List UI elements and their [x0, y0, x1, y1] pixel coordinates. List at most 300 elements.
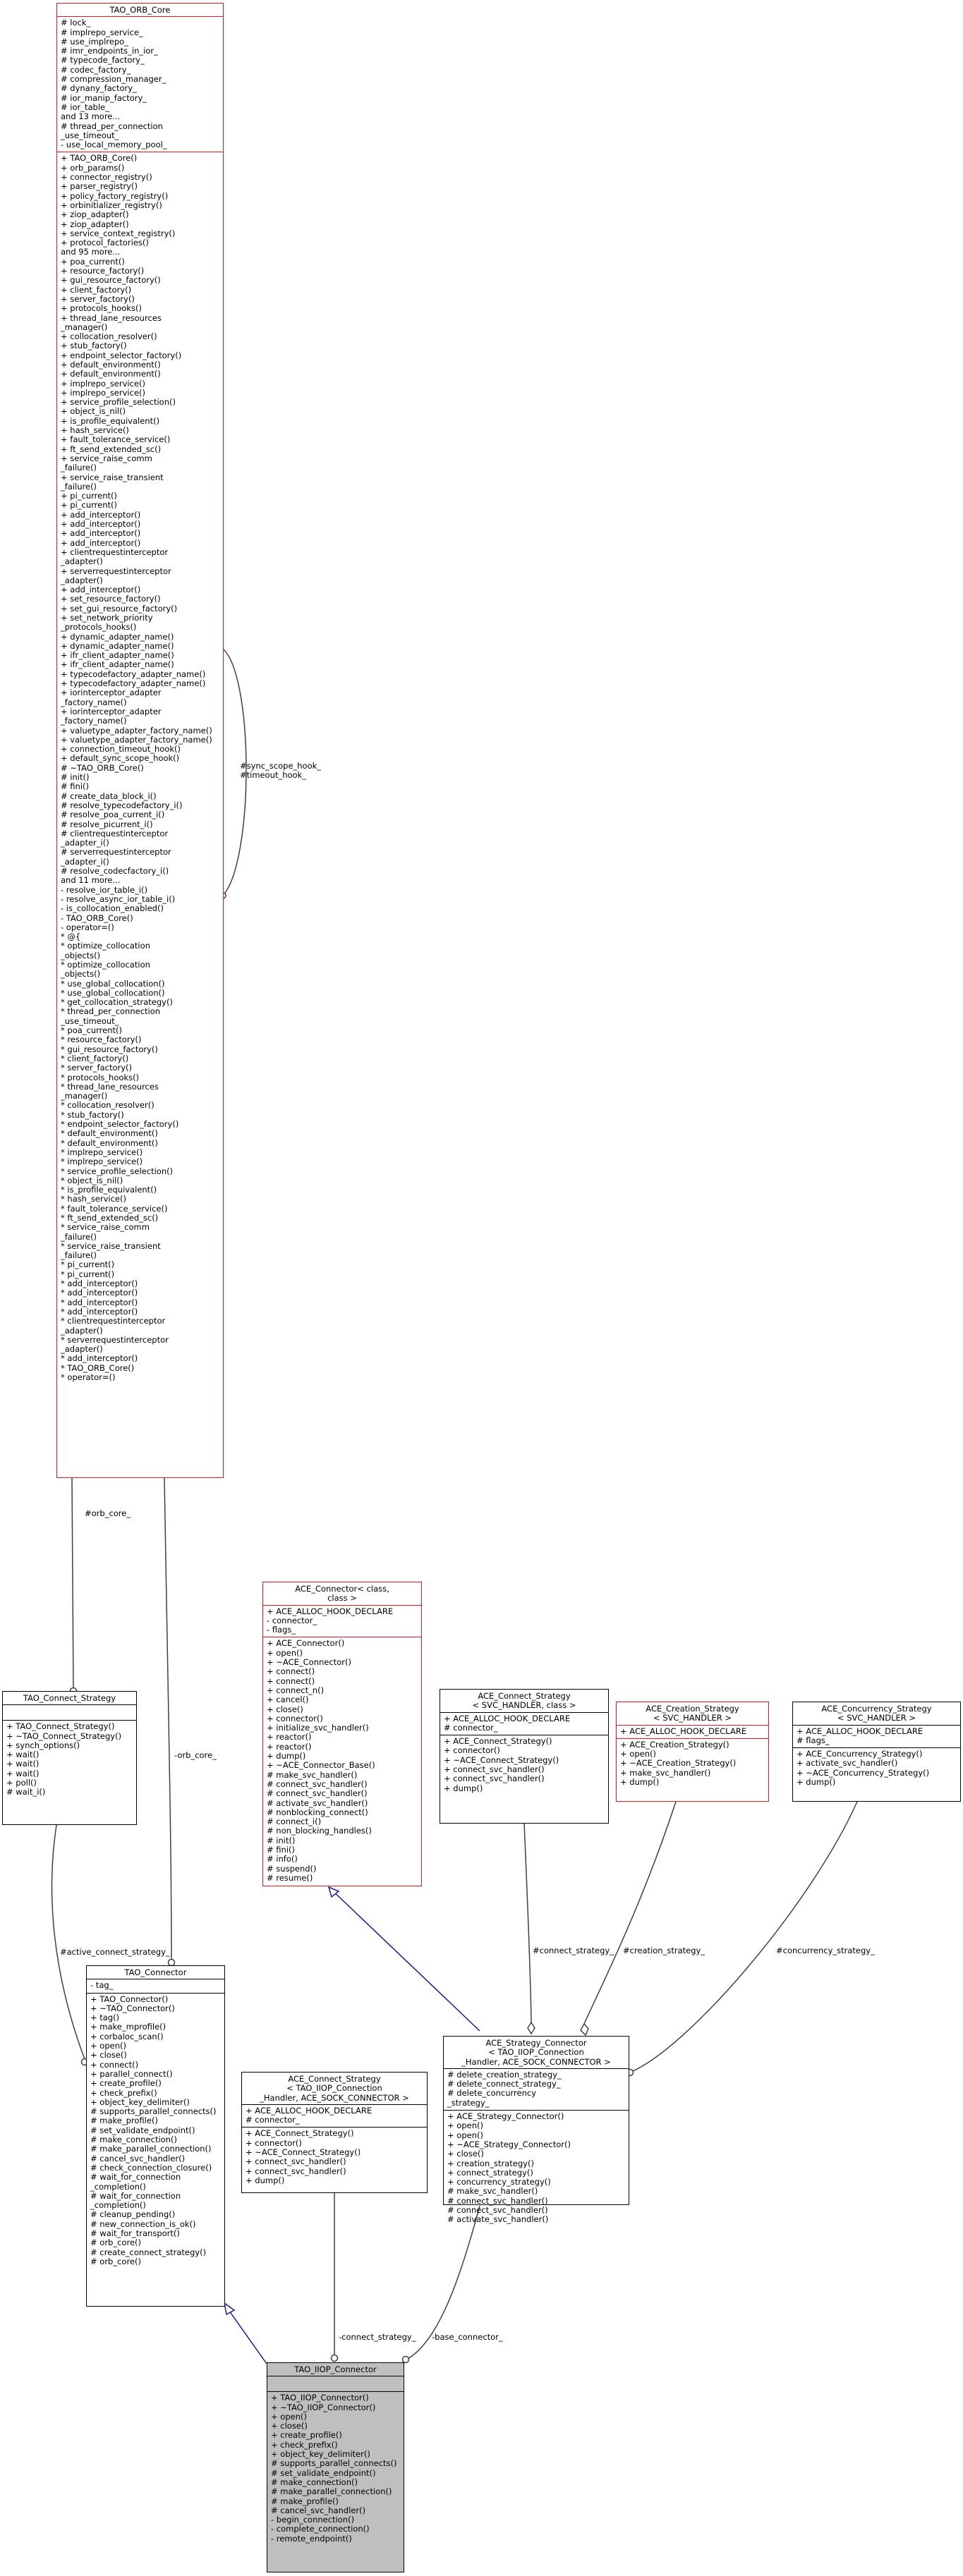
- class-member: # cancel_svc_handler(): [271, 2505, 366, 2515]
- class-member: # ~TAO_ORB_Core(): [61, 762, 144, 773]
- class-member: + ziop_adapter(): [61, 209, 129, 220]
- methods-section: [57, 152, 223, 1384]
- class-member: + thread_lane_resources _manager(): [61, 312, 162, 332]
- class-member: + open(): [447, 2130, 483, 2140]
- class-member: * use_global_collocation(): [61, 987, 165, 998]
- attributes-section: [267, 2376, 404, 2391]
- attributes-section: [444, 2068, 629, 2110]
- class-member: # set_validate_endpoint(): [90, 2125, 195, 2135]
- class-member: # nonblocking_connect(): [267, 1807, 368, 1817]
- class-member: + protocol_factories(): [61, 238, 149, 248]
- class-member: + ~ACE_Connect_Strategy(): [444, 1754, 559, 1765]
- class-member: + check_prefix(): [90, 2087, 157, 2098]
- class-member: * implrepo_service(): [61, 1156, 143, 1167]
- class-member: # check_connection_closure(): [90, 2162, 212, 2173]
- class-member: + orb_params(): [61, 162, 125, 173]
- edge-ace-connector-inheritance: [329, 1887, 480, 2031]
- class-member: + ifr_client_adapter_name(): [61, 659, 174, 670]
- class-member: + parser_registry(): [61, 181, 138, 192]
- class-member: + object_key_delimiter(): [271, 2449, 370, 2460]
- class-member: # connect_svc_handler(): [267, 1778, 368, 1789]
- class-member: + make_mprofile(): [90, 2022, 166, 2032]
- class-member: # fini(): [267, 1845, 295, 1855]
- class-member: # info(): [267, 1854, 298, 1864]
- class-member: + implrepo_service(): [61, 387, 145, 398]
- class-member: + close(): [90, 2050, 127, 2061]
- class-member: + ~ACE_Strategy_Connector(): [447, 2139, 571, 2149]
- class-member: + dynamic_adapter_name(): [61, 640, 174, 651]
- class-member: + dump(): [444, 1783, 483, 1793]
- class-member: + endpoint_selector_factory(): [61, 350, 182, 360]
- edge-label-creation-strategy: #creation_strategy_: [623, 1946, 705, 1955]
- class-member: # orb_core(): [90, 2256, 141, 2266]
- class-member: # connector_: [444, 1722, 498, 1733]
- class-title: TAO_Connect_Strategy: [23, 1693, 116, 1703]
- class-member: * serverrequestinterceptor _adapter(): [61, 1334, 169, 1355]
- edge-label-base-connector: -base_connector_: [432, 2332, 503, 2342]
- class-member: # typecode_factory_: [61, 55, 145, 66]
- class-member: + service_raise_transient _failure(): [61, 472, 164, 492]
- class-member: - tag_: [90, 1980, 114, 1991]
- class-member: * TAO_ORB_Core(): [61, 1362, 135, 1373]
- class-member: + check_prefix(): [271, 2439, 338, 2450]
- class-member: + poll(): [6, 1778, 37, 1788]
- class-member: - use_local_memory_pool_: [61, 140, 167, 150]
- class-member: - complete_connection(): [271, 2524, 370, 2534]
- class-member: * object_is_nil(): [61, 1175, 123, 1185]
- class-member: # delete_concurrency _strategy_: [447, 2088, 537, 2108]
- class-member: * thread_lane_resources _manager(): [61, 1081, 159, 1101]
- class-member: + connector(): [246, 2137, 302, 2148]
- class-member: # activate_svc_handler(): [447, 2214, 549, 2225]
- class-member: + hash_service(): [61, 425, 129, 436]
- class-member: + ~ACE_Connect_Strategy(): [246, 2147, 361, 2158]
- class-member: + close(): [267, 1704, 303, 1714]
- class-member: * protocols_hooks(): [61, 1072, 140, 1082]
- class-member: * endpoint_selector_factory(): [61, 1119, 179, 1130]
- class-member: + iorinterceptor_adapter _factory_name(): [61, 688, 162, 707]
- class-member: * optimize_collocation _objects(): [61, 959, 150, 979]
- class-member: + client_factory(): [61, 284, 132, 295]
- class-member: + ~ACE_Creation_Strategy(): [620, 1758, 737, 1769]
- class-member: - is_collocation_enabled(): [61, 903, 164, 914]
- class-member: # supports_parallel_connects(): [271, 2458, 397, 2469]
- class-member: + create_profile(): [90, 2078, 162, 2089]
- class-member: + object_key_delimiter(): [90, 2096, 190, 2107]
- class-member: * pi_current(): [61, 1259, 115, 1270]
- class-member: + open(): [267, 1647, 303, 1658]
- class-member: # dynany_factory_: [61, 83, 137, 94]
- class-member: + pi_current(): [61, 491, 117, 501]
- class-member: + connect(): [90, 2059, 139, 2070]
- class-member: # make_svc_handler(): [267, 1769, 358, 1780]
- class-member: # cleanup_pending(): [90, 2209, 176, 2220]
- class-member: # create_connect_strategy(): [90, 2247, 207, 2257]
- class-member: # wait_for_connection _completion(): [90, 2172, 181, 2192]
- class-member: + connector(): [267, 1713, 323, 1723]
- class-member: + connect_n(): [267, 1685, 325, 1695]
- class-member: * add_interceptor(): [61, 1353, 138, 1364]
- class-member: + set_gui_resource_factory(): [61, 603, 178, 614]
- class-member: * poa_current(): [61, 1025, 122, 1036]
- class-member: # create_data_block_i(): [61, 790, 157, 801]
- attributes-section: [617, 1725, 768, 1738]
- class-member: # use_implrepo_: [61, 36, 128, 47]
- class-member: * default_environment(): [61, 1137, 158, 1148]
- class-member: + reactor(): [267, 1741, 312, 1752]
- class-member: + tag(): [90, 2013, 120, 2023]
- attributes-section: [3, 1704, 136, 1720]
- class-member: # init(): [61, 772, 90, 783]
- class-member: + ~TAO_Connector(): [90, 2003, 175, 2013]
- class-member: # make_svc_handler(): [447, 2186, 538, 2197]
- class-member: + dynamic_adapter_name(): [61, 631, 174, 642]
- class-member: # wait_for_connection _completion(): [90, 2190, 181, 2211]
- methods-section: [793, 1747, 960, 1789]
- methods-section: [87, 1993, 224, 2269]
- class-title: ACE_Concurrency_Strategy < SVC_HANDLER >: [821, 1704, 932, 1723]
- class-member: and 95 more...: [61, 247, 121, 257]
- class-member: + close(): [271, 2421, 308, 2431]
- class-title: ACE_Connector< class, class >: [295, 1584, 389, 1604]
- class-member: + ft_send_extended_sc(): [61, 444, 162, 454]
- class-member: + parallel_connect(): [90, 2068, 173, 2079]
- methods-section: [617, 1738, 768, 1789]
- class-member: # imr_endpoints_in_ior_: [61, 46, 158, 56]
- class-member: + iorinterceptor_adapter _factory_name(): [61, 706, 162, 726]
- class-member: # non_blocking_handles(): [267, 1826, 372, 1836]
- class-member: + default_sync_scope_hook(): [61, 753, 180, 764]
- class-member: + connect_svc_handler(): [246, 2156, 346, 2167]
- class-member: + connect_svc_handler(): [444, 1774, 545, 1784]
- class-member: + add_interceptor(): [61, 537, 141, 548]
- class-member: * optimize_collocation _objects(): [61, 941, 150, 960]
- class-member: + valuetype_adapter_factory_name(): [61, 734, 212, 745]
- class-tao-connect-strategy[interactable]: [2, 1691, 137, 1825]
- class-member: + dump(): [246, 2175, 285, 2185]
- class-member: * clientrequestinterceptor _adapter(): [61, 1316, 166, 1336]
- class-member: + ~ACE_Connector_Base(): [267, 1760, 375, 1771]
- class-member: + ziop_adapter(): [61, 219, 129, 229]
- class-member: # compression_manager_: [61, 74, 166, 85]
- class-ace-strategy-connector[interactable]: [443, 2036, 629, 2225]
- class-member: # codec_factory_: [61, 64, 131, 75]
- edge-label-connect-strategy-private: -connect_strategy_: [339, 2332, 416, 2342]
- class-title: ACE_Connect_Strategy < TAO_IIOP_Connection _Handler, ACE_SOCK_CONNECTOR >: [260, 2074, 409, 2103]
- class-member: # resolve_codecfactory_i(): [61, 866, 169, 877]
- class-member: + add_interceptor(): [61, 528, 141, 539]
- edge-label-sync-scope: #sync_scope_hook_ #timeout_hook_: [240, 761, 322, 780]
- class-member: # wait_i(): [6, 1787, 46, 1797]
- class-member: + add_interceptor(): [61, 509, 141, 520]
- class-member: * use_global_collocation(): [61, 978, 165, 989]
- class-member: + service_context_registry(): [61, 228, 176, 238]
- class-member: # thread_per_connection _use_timeout_: [61, 121, 163, 140]
- class-member: + open(): [620, 1749, 656, 1759]
- class-member: # lock_: [61, 18, 91, 28]
- class-member: + ACE_ALLOC_HOOK_DECLARE: [444, 1713, 571, 1723]
- edge-label-connect-strategy: #connect_strategy_: [533, 1946, 614, 1955]
- class-member: + orbinitializer_registry(): [61, 200, 162, 210]
- class-member: # resolve_picurrent_i(): [61, 819, 153, 829]
- class-member: * thread_per_connection _use_timeout_: [61, 1006, 161, 1026]
- class-member: # resolve_poa_current_i(): [61, 810, 165, 820]
- class-member: + cancel(): [267, 1695, 309, 1705]
- class-member: + ACE_Strategy_Connector(): [447, 2111, 564, 2122]
- class-member: + dump(): [620, 1777, 660, 1788]
- edge-orb-core-tao-connector: [164, 1478, 171, 1959]
- class-member: - operator=(): [61, 922, 114, 932]
- class-member: * service_profile_selection(): [61, 1166, 174, 1176]
- class-member: * pi_current(): [61, 1269, 115, 1279]
- class-member: + corbaloc_scan(): [90, 2031, 164, 2041]
- class-ace-connect-strategy[interactable]: [440, 1689, 609, 1824]
- class-member: + poa_current(): [61, 256, 125, 267]
- class-member: + ACE_ALLOC_HOOK_DECLARE: [620, 1726, 747, 1736]
- class-member: + activate_svc_handler(): [797, 1758, 898, 1769]
- class-member: # connect_svc_handler(): [267, 1788, 368, 1799]
- class-member: * resource_factory(): [61, 1034, 142, 1045]
- class-member: # clientrequestinterceptor _adapter_i(): [61, 828, 169, 848]
- class-member: # make_connection(): [90, 2135, 177, 2145]
- class-member: + ACE_Connector(): [267, 1638, 345, 1649]
- class-member: - resolve_ior_table_i(): [61, 884, 147, 895]
- class-member: + ~TAO_IIOP_Connector(): [271, 2402, 376, 2412]
- class-member: + serverrequestinterceptor _adapter(): [61, 566, 171, 585]
- class-member: # implrepo_service_: [61, 27, 143, 37]
- class-member: + ACE_Creation_Strategy(): [620, 1739, 729, 1750]
- class-member: * gui_resource_factory(): [61, 1044, 158, 1054]
- class-member: + ACE_Connect_Strategy(): [444, 1736, 552, 1747]
- class-member: * server_factory(): [61, 1063, 133, 1073]
- class-member: # wait_for_transport(): [90, 2228, 180, 2239]
- class-member: # fini(): [61, 781, 89, 792]
- edge-creation-strategy: [584, 1802, 676, 2024]
- class-member: # suspend(): [267, 1863, 317, 1874]
- class-member: and 11 more...: [61, 875, 121, 886]
- class-member: * collocation_resolver(): [61, 1100, 155, 1111]
- class-member: * stub_factory(): [61, 1109, 124, 1120]
- class-member: # connector_: [246, 2115, 300, 2125]
- class-member: + clientrequestinterceptor _adapter(): [61, 547, 169, 567]
- methods-section: [444, 2110, 629, 2227]
- class-member: # orb_core(): [90, 2238, 141, 2248]
- class-member: # connect_svc_handler(): [447, 2205, 548, 2216]
- class-member: + connector(): [444, 1745, 500, 1756]
- class-member: * service_raise_transient _failure(): [61, 1240, 161, 1261]
- methods-section: [3, 1720, 136, 1799]
- class-member: + open(): [90, 2041, 126, 2051]
- edge-label-orb-core-private: -orb_core_: [174, 1750, 217, 1760]
- class-tao-connector[interactable]: [86, 1965, 225, 2307]
- class-member: # ior_manip_factory_: [61, 92, 147, 103]
- class-member: * get_collocation_strategy(): [61, 997, 173, 1008]
- class-member: + initialize_svc_handler(): [267, 1723, 369, 1733]
- edge-orb-core-connect-strategy: [72, 1478, 73, 1687]
- class-member: * is_profile_equivalent(): [61, 1185, 157, 1195]
- class-member: * implrepo_service(): [61, 1147, 143, 1157]
- edge-label-concurrency-strategy: #concurrency_strategy_: [776, 1946, 875, 1955]
- class-member: + ~ACE_Connector(): [267, 1657, 351, 1668]
- class-member: # resume(): [267, 1872, 313, 1883]
- edge-concurrency-strategy: [631, 1802, 857, 2072]
- class-member: + implrepo_service(): [61, 378, 145, 389]
- class-member: * fault_tolerance_service(): [61, 1203, 168, 1214]
- class-member: # connect_i(): [267, 1817, 322, 1827]
- class-ace-connector[interactable]: [262, 1582, 422, 1886]
- class-member: - begin_connection(): [271, 2515, 355, 2525]
- class-member: + dump(): [797, 1777, 836, 1788]
- class-member: + collocation_resolver(): [61, 331, 157, 342]
- class-member: + TAO_IIOP_Connector(): [271, 2393, 369, 2403]
- class-member: - connector_: [267, 1615, 317, 1625]
- attributes-section: [242, 2104, 427, 2128]
- class-member: * operator=(): [61, 1372, 116, 1383]
- class-title: ACE_Connect_Strategy < SVC_HANDLER, class >: [472, 1691, 576, 1711]
- class-tao-iiop-connector[interactable]: [267, 2362, 404, 2572]
- class-member: + service_raise_comm _failure(): [61, 453, 152, 473]
- class-title: ACE_Creation_Strategy < SVC_HANDLER >: [646, 1704, 739, 1723]
- class-member: + connector_registry(): [61, 172, 152, 183]
- class-member: * ft_send_extended_sc(): [61, 1213, 159, 1223]
- class-title: ACE_Strategy_Connector < TAO_IIOP_Connection _Handler, ACE_SOCK_CONNECTOR >: [461, 2038, 611, 2067]
- class-member: * add_interceptor(): [61, 1306, 138, 1317]
- class-member: + connect_svc_handler(): [246, 2166, 346, 2176]
- class-member: # serverrequestinterceptor _adapter_i(): [61, 847, 171, 867]
- class-member: + wait(): [6, 1750, 40, 1760]
- attributes-section: [793, 1725, 960, 1748]
- class-member: + create_profile(): [271, 2430, 342, 2441]
- class-member: + add_interceptor(): [61, 519, 141, 530]
- class-member: + ~TAO_Connect_Strategy(): [6, 1730, 122, 1741]
- class-member: * client_factory(): [61, 1053, 129, 1063]
- class-member: + TAO_ORB_Core(): [61, 153, 138, 164]
- class-member: + close(): [447, 2149, 484, 2159]
- class-ace-connect-strategy-iiop[interactable]: [241, 2072, 428, 2193]
- class-member: * add_interceptor(): [61, 1288, 138, 1298]
- edge-label-orb-core: #orb_core_: [85, 1508, 131, 1518]
- attributes-section: [87, 1979, 224, 1992]
- methods-section: [440, 1735, 608, 1795]
- class-member: - TAO_ORB_Core(): [61, 912, 133, 923]
- class-member: + service_profile_selection(): [61, 397, 176, 408]
- class-member: # cancel_svc_handler(): [90, 2153, 186, 2163]
- class-member: + default_environment(): [61, 359, 161, 370]
- methods-section: [267, 2391, 404, 2546]
- class-tao-orb-core[interactable]: [56, 3, 224, 1478]
- class-member: + concurrency_strategy(): [447, 2177, 551, 2187]
- class-member: + typecodefactory_adapter_name(): [61, 669, 206, 679]
- class-title: TAO_IIOP_Connector: [294, 2364, 377, 2374]
- class-member: # delete_connect_strategy_: [447, 2079, 561, 2089]
- class-member: + dump(): [267, 1751, 306, 1762]
- class-member: # make_profile(): [90, 2116, 158, 2126]
- class-member: + ACE_Connect_Strategy(): [246, 2128, 354, 2139]
- class-member: - remote_endpoint(): [271, 2533, 352, 2544]
- class-member: + set_resource_factory(): [61, 594, 161, 604]
- class-member: + open(): [271, 2411, 307, 2422]
- class-member: + set_network_priority _protocols_hooks(): [61, 613, 153, 633]
- edge-label-active-connect-strategy: #active_connect_strategy_: [60, 1947, 170, 1957]
- class-member: + connect_svc_handler(): [444, 1764, 545, 1775]
- class-member: + add_interceptor(): [61, 585, 141, 595]
- edge-active-connect-strategy: [52, 1825, 85, 2059]
- class-member: + TAO_Connect_Strategy(): [6, 1721, 115, 1732]
- class-member: + default_environment(): [61, 369, 161, 379]
- class-member: + synch_options(): [6, 1740, 80, 1750]
- class-member: + stub_factory(): [61, 341, 127, 351]
- class-member: # supports_parallel_connects(): [90, 2106, 217, 2117]
- class-member: and 13 more...: [61, 111, 121, 122]
- attributes-section: [440, 1712, 608, 1735]
- class-member: + ifr_client_adapter_name(): [61, 650, 174, 661]
- class-member: # make_parallel_connection(): [271, 2486, 392, 2497]
- class-member: # make_parallel_connection(): [90, 2144, 212, 2154]
- methods-section: [263, 1637, 421, 1885]
- class-member: + pi_current(): [61, 500, 117, 511]
- class-member: + fault_tolerance_service(): [61, 434, 171, 445]
- class-member: + ACE_Concurrency_Strategy(): [797, 1749, 923, 1759]
- class-member: + make_svc_handler(): [620, 1767, 711, 1778]
- class-member: + object_is_nil(): [61, 406, 126, 417]
- class-member: + wait(): [6, 1759, 40, 1769]
- class-title: TAO_ORB_Core: [109, 5, 171, 15]
- class-member: + ACE_ALLOC_HOOK_DECLARE: [267, 1606, 394, 1616]
- class-member: + connect(): [267, 1675, 315, 1686]
- class-member: # flags_: [797, 1735, 830, 1745]
- class-member: * default_environment(): [61, 1128, 158, 1139]
- class-member: # set_validate_endpoint(): [271, 2467, 376, 2478]
- class-member: # ior_table_: [61, 102, 109, 112]
- class-member: # resolve_typecodefactory_i(): [61, 800, 183, 810]
- class-member: # connect_svc_handler(): [447, 2195, 548, 2206]
- class-member: + connect_strategy(): [447, 2167, 533, 2178]
- class-member: + server_factory(): [61, 293, 135, 304]
- class-member: # new_connection_is_ok(): [90, 2218, 196, 2229]
- class-member: + connect(): [267, 1666, 315, 1677]
- class-member: + ACE_ALLOC_HOOK_DECLARE: [797, 1726, 923, 1736]
- class-member: + wait(): [6, 1768, 40, 1778]
- class-member: * @{: [61, 932, 81, 942]
- class-member: + reactor(): [267, 1732, 312, 1742]
- class-member: * add_interceptor(): [61, 1278, 138, 1289]
- class-member: * add_interceptor(): [61, 1297, 138, 1307]
- class-ace-creation-strategy[interactable]: [616, 1702, 769, 1802]
- class-member: - flags_: [267, 1625, 296, 1635]
- attributes-section: [57, 16, 223, 152]
- class-member: + is_profile_equivalent(): [61, 415, 160, 426]
- class-member: * service_raise_comm _failure(): [61, 1222, 150, 1242]
- class-member: + valuetype_adapter_factory_name(): [61, 725, 212, 735]
- attributes-section: [263, 1605, 421, 1637]
- class-ace-concurrency-strategy[interactable]: [792, 1702, 961, 1802]
- methods-section: [242, 2127, 427, 2187]
- class-member: # make_connection(): [271, 2477, 358, 2487]
- class-member: + policy_factory_registry(): [61, 190, 169, 201]
- class-member: # make_profile(): [271, 2496, 339, 2506]
- class-member: + typecodefactory_adapter_name(): [61, 678, 206, 689]
- class-member: - resolve_async_ior_table_i(): [61, 893, 176, 904]
- class-member: * hash_service(): [61, 1194, 126, 1204]
- class-member: + ACE_ALLOC_HOOK_DECLARE: [246, 2105, 373, 2116]
- class-member: # activate_svc_handler(): [267, 1797, 368, 1808]
- class-member: + protocols_hooks(): [61, 303, 142, 314]
- class-member: + TAO_Connector(): [90, 1994, 169, 2004]
- class-member: + gui_resource_factory(): [61, 275, 161, 286]
- class-title: TAO_Connector: [124, 1967, 187, 1977]
- class-member: + resource_factory(): [61, 266, 145, 276]
- class-member: # init(): [267, 1835, 296, 1845]
